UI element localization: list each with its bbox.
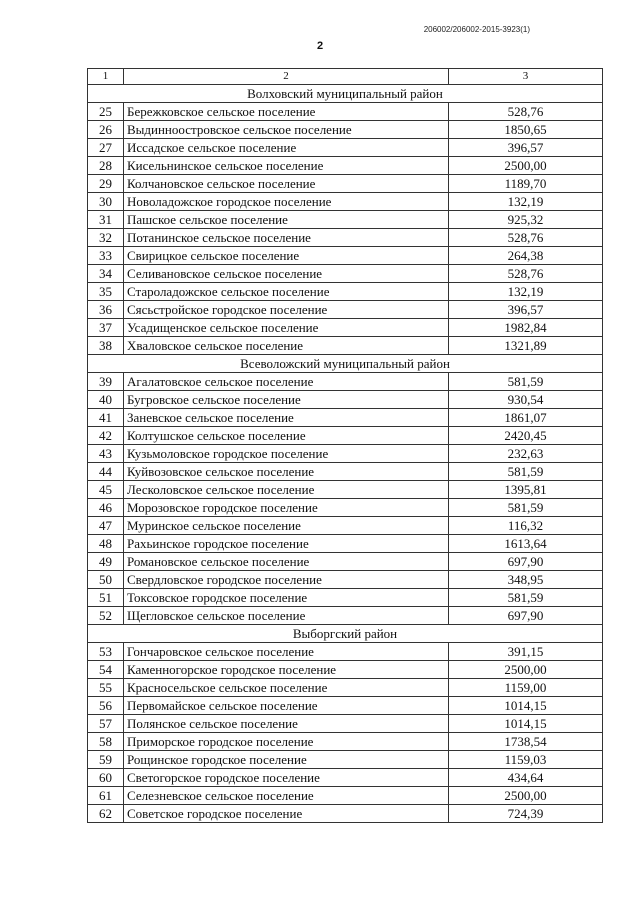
row-number: 34 [88, 265, 124, 283]
amount-value: 132,19 [449, 193, 603, 211]
row-number: 61 [88, 787, 124, 805]
column-header: 2 [124, 69, 449, 85]
amount-value: 1395,81 [449, 481, 603, 499]
settlement-name: Муринское сельское поселение [124, 517, 449, 535]
settlement-name: Гончаровское сельское поселение [124, 643, 449, 661]
settlement-name: Староладожское сельское поселение [124, 283, 449, 301]
table-row [88, 535, 603, 553]
settlement-name: Романовское сельское поселение [124, 553, 449, 571]
amount-value: 724,39 [449, 805, 603, 823]
amount-value: 1014,15 [449, 697, 603, 715]
row-number: 35 [88, 283, 124, 301]
settlement-name: Куйвозовское сельское поселение [124, 463, 449, 481]
table-row [88, 697, 603, 715]
settlement-name: Сясьстройское городское поселение [124, 301, 449, 319]
amount-value: 434,64 [449, 769, 603, 787]
settlement-name: Красносельское сельское поселение [124, 679, 449, 697]
settlement-name: Усадищенское сельское поселение [124, 319, 449, 337]
table-row [88, 139, 603, 157]
row-number: 29 [88, 175, 124, 193]
settlement-name: Рощинское городское поселение [124, 751, 449, 769]
row-number: 26 [88, 121, 124, 139]
amount-value: 930,54 [449, 391, 603, 409]
row-number: 48 [88, 535, 124, 553]
row-number: 30 [88, 193, 124, 211]
row-number: 57 [88, 715, 124, 733]
settlement-name: Советское городское поселение [124, 805, 449, 823]
row-number: 46 [88, 499, 124, 517]
table-row [88, 769, 603, 787]
row-number: 52 [88, 607, 124, 625]
settlement-name: Селезневское сельское поселение [124, 787, 449, 805]
settlement-name: Кисельнинское сельское поселение [124, 157, 449, 175]
row-number: 59 [88, 751, 124, 769]
amount-value: 697,90 [449, 553, 603, 571]
amount-value: 1850,65 [449, 121, 603, 139]
row-number: 49 [88, 553, 124, 571]
row-number: 31 [88, 211, 124, 229]
table-row [88, 337, 603, 355]
row-number: 39 [88, 373, 124, 391]
amount-value: 528,76 [449, 265, 603, 283]
amount-value: 348,95 [449, 571, 603, 589]
table-row [88, 445, 603, 463]
settlement-name: Полянское сельское поселение [124, 715, 449, 733]
amount-value: 1159,03 [449, 751, 603, 769]
amount-value: 2420,45 [449, 427, 603, 445]
table-row [88, 805, 603, 823]
settlement-name: Лесколовское сельское поселение [124, 481, 449, 499]
row-number: 62 [88, 805, 124, 823]
table-row [88, 733, 603, 751]
district-row [88, 85, 603, 103]
row-number: 60 [88, 769, 124, 787]
amount-value: 132,19 [449, 283, 603, 301]
row-number: 47 [88, 517, 124, 535]
document-id: 206002/206002-2015-3923(1) [423, 25, 530, 34]
district-name: Всеволожский муниципальный район [88, 355, 603, 373]
amount-value: 1159,00 [449, 679, 603, 697]
row-number: 54 [88, 661, 124, 679]
row-number: 28 [88, 157, 124, 175]
amount-value: 1738,54 [449, 733, 603, 751]
settlement-name: Пашское сельское поселение [124, 211, 449, 229]
table-row [88, 607, 603, 625]
settlement-name: Щегловское сельское поселение [124, 607, 449, 625]
table-row [88, 391, 603, 409]
settlement-name: Приморское городское поселение [124, 733, 449, 751]
settlement-name: Выдинноостровское сельское поселение [124, 121, 449, 139]
table-row [88, 121, 603, 139]
settlement-name: Рахьинское городское поселение [124, 535, 449, 553]
amount-value: 391,15 [449, 643, 603, 661]
table-row [88, 661, 603, 679]
settlement-name: Иссадское сельское поселение [124, 139, 449, 157]
row-number: 45 [88, 481, 124, 499]
amount-value: 1189,70 [449, 175, 603, 193]
settlement-name: Бугровское сельское поселение [124, 391, 449, 409]
row-number: 50 [88, 571, 124, 589]
district-name: Выборгский район [88, 625, 603, 643]
row-number: 44 [88, 463, 124, 481]
amount-value: 528,76 [449, 229, 603, 247]
row-number: 25 [88, 103, 124, 121]
table-row [88, 229, 603, 247]
row-number: 58 [88, 733, 124, 751]
row-number: 37 [88, 319, 124, 337]
amount-value: 697,90 [449, 607, 603, 625]
settlement-name: Первомайское сельское поселение [124, 697, 449, 715]
amount-value: 396,57 [449, 139, 603, 157]
row-number: 27 [88, 139, 124, 157]
district-name: Волховский муниципальный район [88, 85, 603, 103]
table-row [88, 751, 603, 769]
table-row [88, 265, 603, 283]
amount-value: 116,32 [449, 517, 603, 535]
row-number: 33 [88, 247, 124, 265]
row-number: 43 [88, 445, 124, 463]
table-row [88, 103, 603, 121]
table-row [88, 463, 603, 481]
table-row [88, 301, 603, 319]
table-row [88, 553, 603, 571]
table-row [88, 715, 603, 733]
row-number: 51 [88, 589, 124, 607]
table-row [88, 283, 603, 301]
row-number: 53 [88, 643, 124, 661]
amount-value: 581,59 [449, 589, 603, 607]
settlement-name: Колчановское сельское поселение [124, 175, 449, 193]
settlement-name: Хваловское сельское поселение [124, 337, 449, 355]
amount-value: 1861,07 [449, 409, 603, 427]
amount-value: 581,59 [449, 373, 603, 391]
table-row [88, 499, 603, 517]
page-number: 2 [316, 40, 324, 52]
table-row [88, 679, 603, 697]
settlement-name: Потанинское сельское поселение [124, 229, 449, 247]
amount-value: 528,76 [449, 103, 603, 121]
amount-value: 2500,00 [449, 157, 603, 175]
table-header-row [88, 69, 603, 85]
table-row [88, 517, 603, 535]
row-number: 40 [88, 391, 124, 409]
settlement-name: Бережковское сельское поселение [124, 103, 449, 121]
settlement-name: Селивановское сельское поселение [124, 265, 449, 283]
row-number: 42 [88, 427, 124, 445]
row-number: 41 [88, 409, 124, 427]
table-row [88, 571, 603, 589]
amount-value: 1613,64 [449, 535, 603, 553]
amount-value: 2500,00 [449, 787, 603, 805]
settlement-name: Агалатовское сельское поселение [124, 373, 449, 391]
amount-value: 232,63 [449, 445, 603, 463]
settlement-name: Новоладожское городское поселение [124, 193, 449, 211]
row-number: 36 [88, 301, 124, 319]
table-row [88, 643, 603, 661]
table-row [88, 193, 603, 211]
column-header: 1 [88, 69, 124, 85]
district-row [88, 355, 603, 373]
amount-value: 396,57 [449, 301, 603, 319]
table-row [88, 175, 603, 193]
table-row [88, 373, 603, 391]
amount-value: 581,59 [449, 499, 603, 517]
settlement-name: Колтушское сельское поселение [124, 427, 449, 445]
settlement-name: Светогорское городское поселение [124, 769, 449, 787]
amount-value: 2500,00 [449, 661, 603, 679]
settlement-name: Морозовское городское поселение [124, 499, 449, 517]
amount-value: 1982,84 [449, 319, 603, 337]
amount-value: 1321,89 [449, 337, 603, 355]
settlement-name: Заневское сельское поселение [124, 409, 449, 427]
settlement-name: Кузьмоловское городское поселение [124, 445, 449, 463]
amount-value: 925,32 [449, 211, 603, 229]
settlement-name: Свердловское городское поселение [124, 571, 449, 589]
column-header: 3 [449, 69, 603, 85]
table-row [88, 157, 603, 175]
amount-value: 264,38 [449, 247, 603, 265]
table-row [88, 589, 603, 607]
table-row [88, 319, 603, 337]
table-row [88, 211, 603, 229]
amount-value: 1014,15 [449, 715, 603, 733]
amount-value: 581,59 [449, 463, 603, 481]
row-number: 32 [88, 229, 124, 247]
table-row [88, 409, 603, 427]
row-number: 38 [88, 337, 124, 355]
allocation-table [87, 68, 603, 823]
table-row [88, 481, 603, 499]
row-number: 55 [88, 679, 124, 697]
settlement-name: Токсовское городское поселение [124, 589, 449, 607]
row-number: 56 [88, 697, 124, 715]
district-row [88, 625, 603, 643]
table-row [88, 787, 603, 805]
table-row [88, 247, 603, 265]
settlement-name: Каменногорское городское поселение [124, 661, 449, 679]
settlement-name: Свирицкое сельское поселение [124, 247, 449, 265]
table-row [88, 427, 603, 445]
